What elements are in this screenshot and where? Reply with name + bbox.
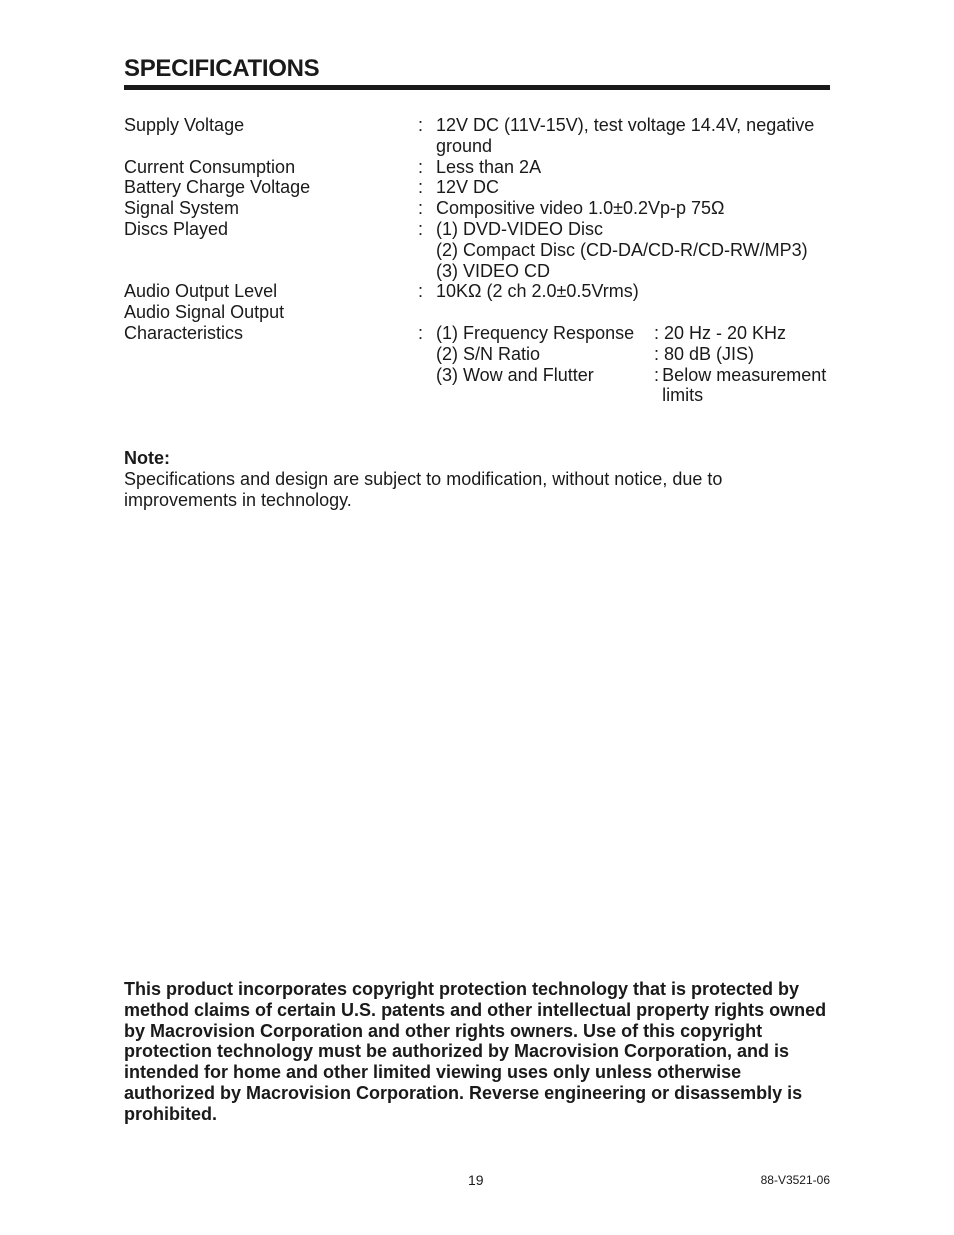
spec-value: 12V DC xyxy=(436,177,500,198)
spec-label: Battery Charge Voltage xyxy=(124,177,311,198)
title-rule xyxy=(124,85,830,90)
sub-colon: : xyxy=(654,343,660,364)
spec-value: 12V DC (11V-15V), test voltage 14.4V, negative ground xyxy=(436,115,815,156)
spec-value: Compositive video 1.0±0.2Vp-p 75Ω xyxy=(436,198,725,219)
spec-value: Less than 2A xyxy=(436,156,542,177)
spec-table xyxy=(124,115,834,406)
sub-label: (1) Frequency Response xyxy=(436,322,635,343)
spec-label: Characteristics xyxy=(124,322,244,343)
spec-row-discs xyxy=(124,219,834,281)
copyright-notice: This product incorporates copyright protection technology that is protected by method claims of certain U.S. patents and other intellectual property rights owned by Macrovision Corporation and other rights owners. Use of this copyright protection technology must be authorized by Macrovision Corporation, and is intended for home and other limited viewing uses only unless otherwise authorized by Macrovision Corporation. Reverse engineering or disassembly is prohibited. xyxy=(124,979,827,1124)
spec-label: Audio Signal Output xyxy=(124,302,285,323)
spec-label: Discs Played xyxy=(124,218,229,239)
spec-value xyxy=(436,323,834,406)
sub-value: 80 dB (JIS) xyxy=(664,343,755,364)
audio-subrow-frequency xyxy=(436,323,834,344)
audio-subrow-wow xyxy=(436,365,834,407)
disc-type: (3) VIDEO CD xyxy=(436,260,551,281)
spec-label: Audio Output Level xyxy=(124,281,278,302)
spec-row-supply xyxy=(124,115,834,157)
spec-colon: : xyxy=(418,198,424,219)
spec-colon: : xyxy=(418,177,424,198)
disc-type: (1) DVD-VIDEO Disc xyxy=(436,218,604,239)
spec-colon: : xyxy=(418,156,424,177)
spec-colon: : xyxy=(418,281,424,302)
spec-colon: : xyxy=(418,322,424,343)
note-heading: Note: xyxy=(124,448,170,468)
spec-row-audio-char-label xyxy=(124,302,834,323)
sub-label: (2) S/N Ratio xyxy=(436,343,541,364)
document-code: 88-V3521-06 xyxy=(760,1173,830,1187)
disc-type: (2) Compact Disc (CD-DA/CD-R/CD-RW/MP3) xyxy=(436,239,808,260)
spec-label: Supply Voltage xyxy=(124,115,245,135)
sub-value: 20 Hz - 20 KHz xyxy=(664,322,787,343)
spec-row-audio-char xyxy=(124,323,834,406)
page-title: SPECIFICATIONS xyxy=(124,55,320,82)
spec-row-signal xyxy=(124,198,834,219)
spec-label: Current Consumption xyxy=(124,156,296,177)
spec-colon: : xyxy=(418,218,424,239)
sub-value: Below measurement limits xyxy=(662,364,827,406)
page-number: 19 xyxy=(468,1172,484,1188)
spec-value xyxy=(436,219,834,281)
spec-row-current xyxy=(124,157,834,178)
spec-colon: : xyxy=(418,115,424,135)
note-text: Specifications and design are subject to modification, without notice, due to improvements in technology. xyxy=(124,468,723,510)
spec-row-battery xyxy=(124,177,834,198)
sub-label: (3) Wow and Flutter xyxy=(436,364,594,385)
spec-label: Signal System xyxy=(124,198,240,219)
spec-value: 10KΩ (2 ch 2.0±0.5Vrms) xyxy=(436,281,639,302)
audio-subrow-sn xyxy=(436,344,834,365)
note-section xyxy=(124,448,830,510)
sub-colon: : xyxy=(654,322,660,343)
sub-colon: : xyxy=(654,364,660,385)
spec-row-audio-level xyxy=(124,281,834,302)
